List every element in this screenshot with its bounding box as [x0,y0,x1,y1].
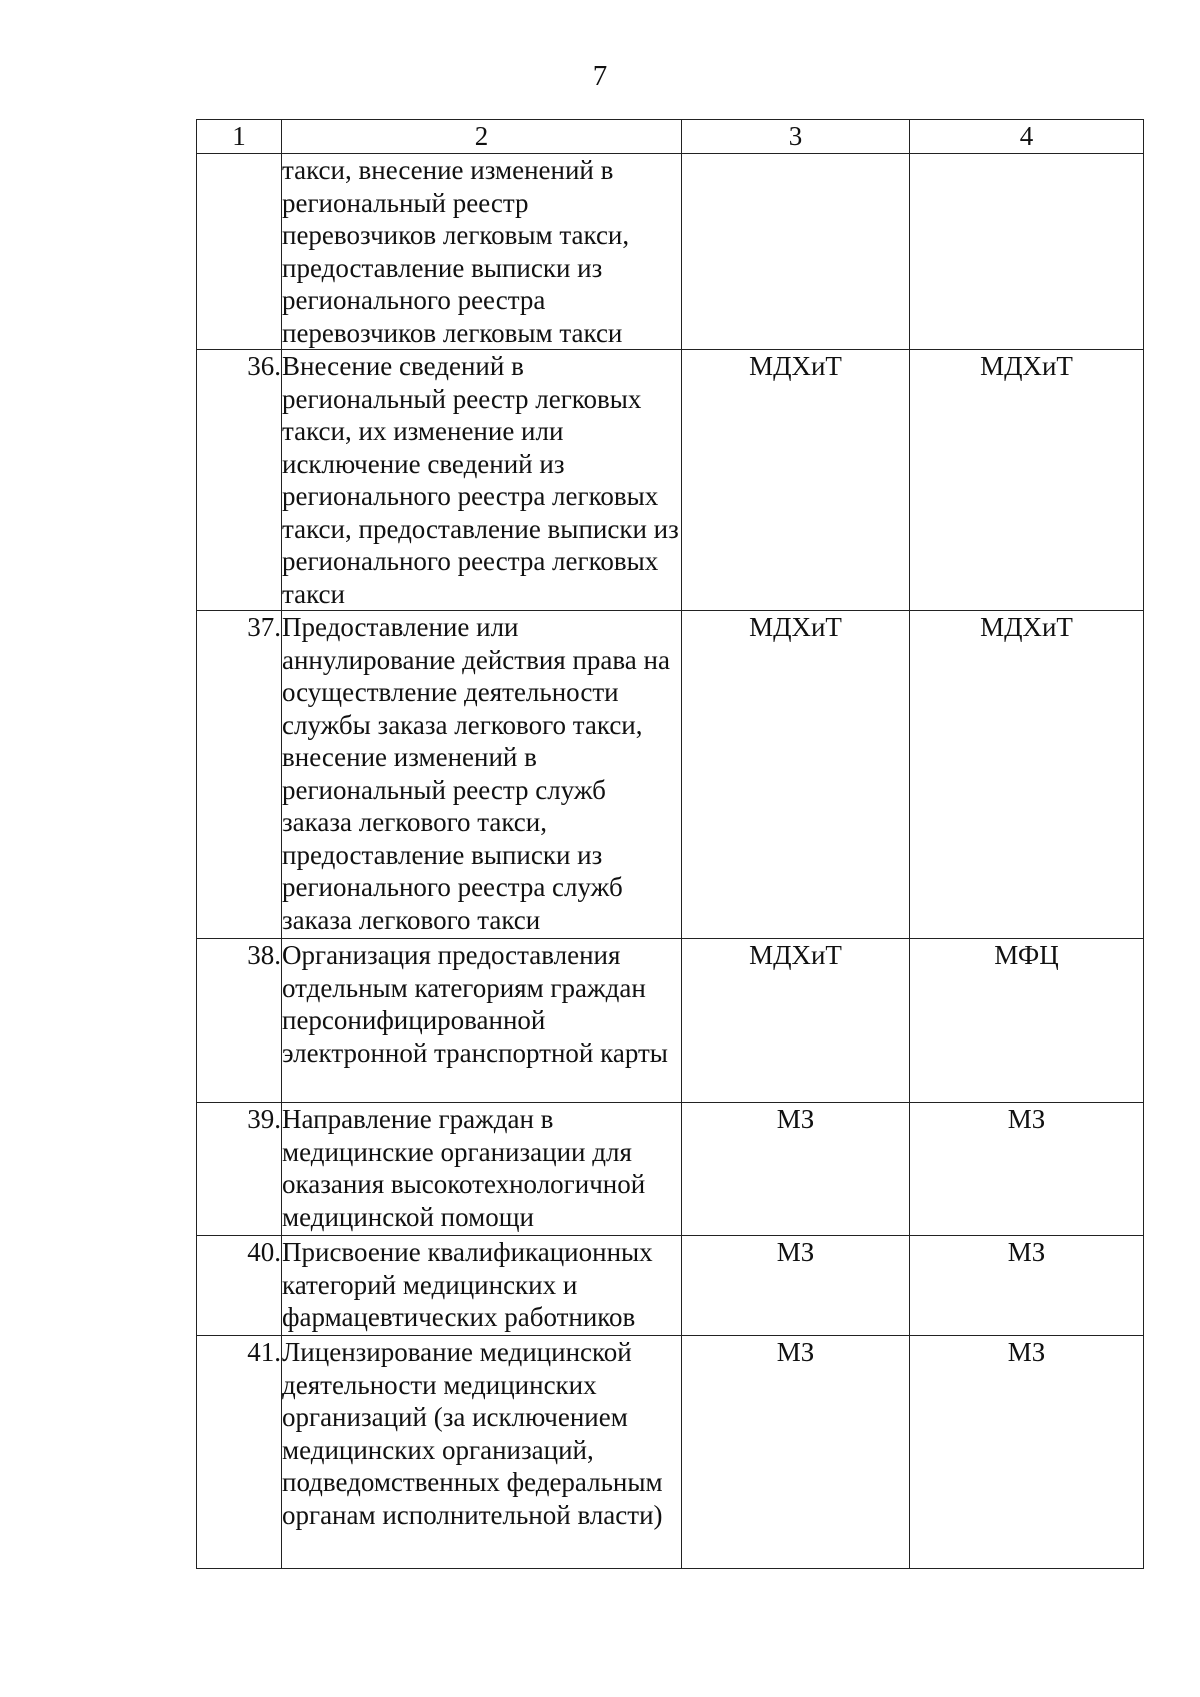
service-provider: МЗ [910,1236,1144,1336]
table-row [197,611,1144,939]
table-row [197,1336,1144,1569]
service-provider: МЗ [910,1336,1144,1569]
responsible-agency: МЗ [682,1336,910,1569]
services-table [196,119,1144,1569]
service-description: Внесение сведений в региональный реестр легковых такси, их изменение или исключение сведений из регионального реестра легковых такси, предоставление выписки из регионального реестра легковых такси [282,350,682,611]
responsible-agency [682,154,910,350]
column-header-4: 4 [910,120,1144,154]
table-row [197,1236,1144,1336]
table-row [197,939,1144,1103]
service-description: Организация предоставления отдельным категориям граждан персонифицированной электронной транспортной карты [282,939,682,1103]
responsible-agency: МДХиТ [682,350,910,611]
service-description: Предоставление или аннулирование действия права на осуществление деятельности службы заказа легкового такси, внесение изменений в региональный реестр служб заказа легкового такси, предоставление выписки из регионального реестра служб заказа легкового такси [282,611,682,939]
service-provider: МДХиТ [910,350,1144,611]
row-number: 39. [197,1103,282,1236]
responsible-agency: МДХиТ [682,939,910,1103]
service-provider: МФЦ [910,939,1144,1103]
service-description: Направление граждан в медицинские организации для оказания высокотехнологичной медицинской помощи [282,1103,682,1236]
service-provider: МДХиТ [910,611,1144,939]
row-number: 37. [197,611,282,939]
table-header-row [197,120,1144,154]
row-number: 41. [197,1336,282,1569]
service-description: Лицензирование медицинской деятельности медицинских организаций (за исключением медицинских организаций, подведомственных федеральным органам исполнительной власти) [282,1336,682,1569]
column-header-1: 1 [197,120,282,154]
row-number [197,154,282,350]
service-description: такси, внесение изменений в региональный реестр перевозчиков легковым такси, предоставление выписки из регионального реестра перевозчиков легковым такси [282,154,682,350]
service-provider [910,154,1144,350]
table-row [197,350,1144,611]
table-row [197,154,1144,350]
column-header-3: 3 [682,120,910,154]
responsible-agency: МЗ [682,1236,910,1336]
row-number: 38. [197,939,282,1103]
service-description: Присвоение квалификационных категорий медицинских и фармацевтических работников [282,1236,682,1336]
responsible-agency: МДХиТ [682,611,910,939]
service-provider: МЗ [910,1103,1144,1236]
row-number: 40. [197,1236,282,1336]
table-row [197,1103,1144,1236]
column-header-2: 2 [282,120,682,154]
responsible-agency: МЗ [682,1103,910,1236]
page-number: 7 [592,60,608,92]
row-number: 36. [197,350,282,611]
